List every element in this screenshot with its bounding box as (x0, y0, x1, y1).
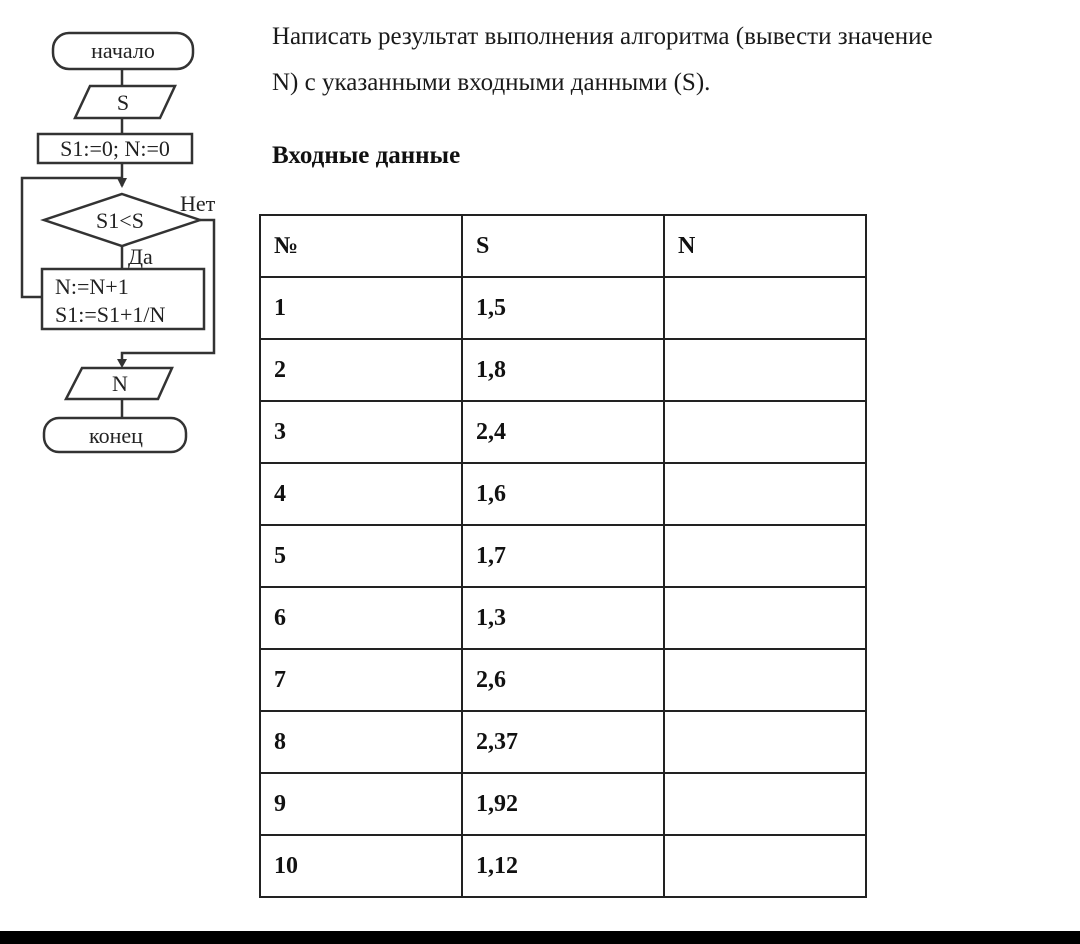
flowchart (0, 0, 240, 470)
cell-n[interactable] (664, 339, 866, 401)
bottom-bar (0, 931, 1080, 944)
table-row (260, 463, 866, 525)
header-n: N (664, 215, 866, 277)
cell-n[interactable] (664, 711, 866, 773)
cell-num: 7 (260, 649, 462, 711)
cell-num: 2 (260, 339, 462, 401)
cell-s: 1,12 (462, 835, 664, 897)
arrow-down-icon (117, 178, 127, 188)
cell-num: 8 (260, 711, 462, 773)
input-data-table (259, 214, 867, 898)
header-num: № (260, 215, 462, 277)
table-row (260, 525, 866, 587)
input-label: S (116, 90, 130, 115)
cell-n[interactable] (664, 525, 866, 587)
task-line2: N) с указанными входными данными (S). (272, 69, 711, 96)
cell-num: 9 (260, 773, 462, 835)
cell-num: 3 (260, 401, 462, 463)
cell-s: 1,5 (462, 277, 664, 339)
no-label: Нет (180, 191, 216, 216)
cell-s: 2,37 (462, 711, 664, 773)
table-row (260, 587, 866, 649)
table-row (260, 773, 866, 835)
table-row (260, 401, 866, 463)
cell-n[interactable] (664, 401, 866, 463)
cell-n[interactable] (664, 835, 866, 897)
header-s: S (462, 215, 664, 277)
cell-num: 1 (260, 277, 462, 339)
cell-s: 2,6 (462, 649, 664, 711)
table-header-row (260, 215, 866, 277)
cell-s: 1,92 (462, 773, 664, 835)
condition-label: S1<S (96, 208, 144, 233)
table-row (260, 339, 866, 401)
cell-num: 10 (260, 835, 462, 897)
input-data-title: Входные данные (272, 142, 461, 169)
end-label: конец (89, 423, 143, 448)
table-row (260, 649, 866, 711)
cell-num: 5 (260, 525, 462, 587)
cell-num: 4 (260, 463, 462, 525)
table-row (260, 711, 866, 773)
cell-n[interactable] (664, 649, 866, 711)
yes-label: Да (128, 244, 153, 269)
cell-num: 6 (260, 587, 462, 649)
init-label: S1:=0; N:=0 (60, 136, 170, 161)
output-label: N (112, 371, 128, 396)
cell-s: 1,8 (462, 339, 664, 401)
start-label: начало (91, 38, 155, 63)
body-line1: N:=N+1 (55, 274, 129, 299)
cell-n[interactable] (664, 587, 866, 649)
body-line2: S1:=S1+1/N (55, 302, 166, 327)
table-row (260, 835, 866, 897)
arrow-down-icon (117, 359, 127, 368)
cell-n[interactable] (664, 463, 866, 525)
task-text (272, 14, 1072, 106)
cell-n[interactable] (664, 773, 866, 835)
cell-s: 2,4 (462, 401, 664, 463)
task-line1: Написать результат выполнения алгоритма (вывести значение (272, 23, 933, 50)
cell-s: 1,7 (462, 525, 664, 587)
cell-n[interactable] (664, 277, 866, 339)
cell-s: 1,3 (462, 587, 664, 649)
cell-s: 1,6 (462, 463, 664, 525)
table-row (260, 277, 866, 339)
